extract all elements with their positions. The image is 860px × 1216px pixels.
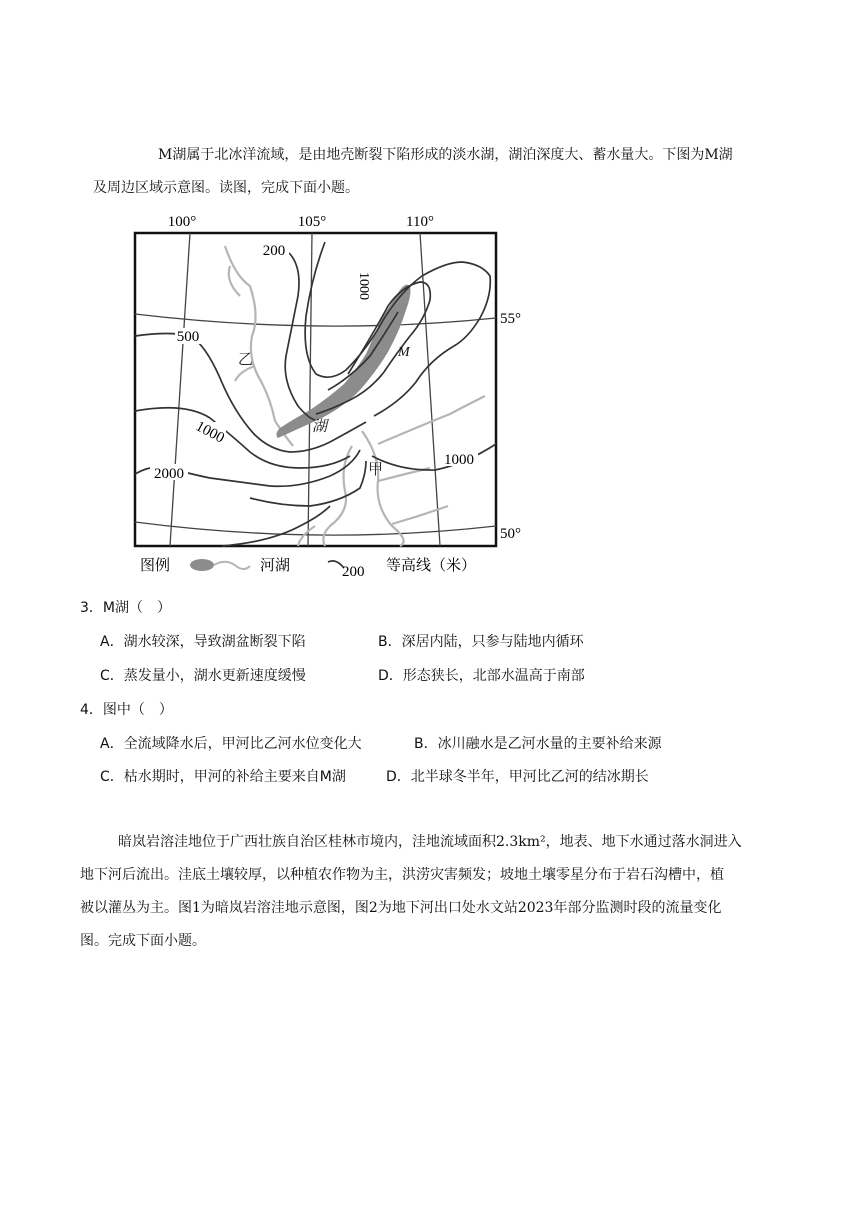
q4-option-d[interactable]: D．北半球冬半年，甲河比乙河的结冰期长: [386, 769, 649, 785]
lat-label-50: 50°: [500, 526, 521, 542]
contour-label-500: 500: [176, 329, 200, 345]
legend-river-symbol: [214, 562, 250, 569]
q4-option-a[interactable]: A．全流域降水后，甲河比乙河水位变化大: [100, 736, 362, 752]
lon-label-110: 110°: [406, 214, 434, 230]
contour-label-2000: 2000: [154, 466, 184, 482]
question-4-title: 4．图中（ ）: [80, 702, 173, 718]
legend-lake-symbol: [190, 559, 214, 571]
intro-line-1: M湖属于北冰洋流域，是由地壳断裂下陷形成的淡水湖，湖泊深度大、蓄水量大。下图为M湖: [158, 147, 733, 163]
q3-option-a[interactable]: A．湖水较深，导致湖盆断裂下陷: [100, 634, 306, 650]
q4-option-c[interactable]: C．枯水期时，甲河的补给主要来自M湖: [100, 769, 346, 785]
map-legend: [140, 556, 476, 578]
graticule: [135, 233, 496, 546]
q3-option-c[interactable]: C．蒸发量小，湖水更新速度缓慢: [100, 668, 306, 684]
lake-region-map: [130, 206, 530, 582]
legend-contour-label: 等高线（米）: [386, 558, 477, 574]
intro-paragraph-1: [80, 139, 780, 205]
intro2-line-1: 暗岚岩溶洼地位于广西壮族自治区桂林市境内，洼地流域面积2.3km²，地表、地下水通过落水洞进入: [118, 834, 742, 850]
river-jia-label: 甲: [368, 462, 384, 478]
intro-paragraph-2: [80, 826, 788, 958]
lon-label-100: 100°: [167, 214, 197, 230]
lake-m-label: M: [398, 345, 410, 360]
legend-river-lake-label: 河湖: [260, 558, 291, 574]
legend-contour-value: 200: [342, 564, 365, 578]
lon-label-105: 105°: [297, 214, 327, 230]
lat-label-55: 55°: [500, 311, 521, 327]
map-frame: [135, 233, 496, 546]
q3-option-b[interactable]: B．深居内陆，只参与陆地内循环: [378, 634, 584, 650]
intro2-line-4: 图。完成下面小题。: [80, 933, 206, 949]
q3-option-d[interactable]: D．形态狭长，北部水温高于南部: [378, 668, 585, 684]
lake-label: 湖: [312, 419, 328, 435]
intro2-line-3: 被以灌丛为主。图1为暗岚岩溶洼地示意图，图2为地下河出口处水文站2023年部分监测时段的流量变化: [80, 900, 722, 916]
contour-label-200: 200: [262, 243, 286, 259]
contour-label-1000-east: 1000: [444, 452, 474, 468]
contour-label-1000-west: 1000: [192, 418, 227, 447]
contour-lines: [135, 242, 496, 546]
legend-title: 图例: [140, 558, 171, 574]
intro2-line-2: 地下河后流出。洼底土壤较厚，以种植农作物为主，洪涝灾害频发；坡地土壤零星分布于岩石沟槽中，植: [80, 867, 724, 883]
q4-option-b[interactable]: B．冰川融水是乙河水量的主要补给来源: [414, 736, 662, 752]
river-yi-label: 乙: [238, 352, 254, 368]
contour-label-1000-north: 1000: [356, 272, 371, 300]
question-3-title: 3．M湖（ ）: [80, 600, 171, 616]
intro-line-2: 及周边区域示意图。读图，完成下面小题。: [93, 180, 359, 196]
contour-200: [260, 242, 315, 420]
